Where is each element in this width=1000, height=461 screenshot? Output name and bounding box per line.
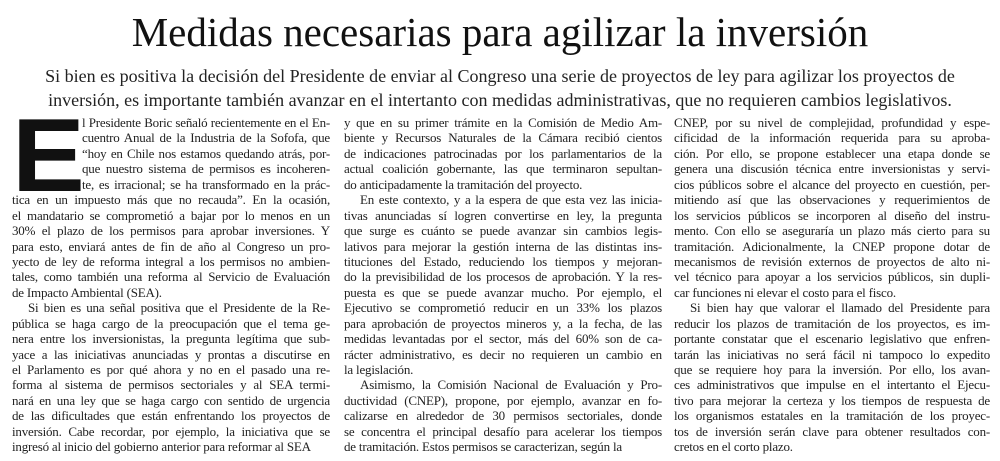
text-line: puesta es que se puede avanzar mucho. Por ejemplo, el bbox=[344, 284, 662, 300]
text-line: mitiendo así que las observaciones y requerimientos de bbox=[674, 192, 990, 208]
text-line: el mandatario se comprometió a bajar por lo menos en un bbox=[12, 207, 330, 223]
text-line: yecto de ley de reforma integral a los permisos no ambien- bbox=[12, 253, 330, 269]
text-line: car funciones ni elevar el costo para el fisco. bbox=[674, 284, 896, 300]
paragraph bbox=[344, 115, 662, 192]
text-line: actual coalición gobernante, las que terminaron sepultan- bbox=[344, 161, 662, 177]
text-line: los organismos estatales en la tramitación de los proyec- bbox=[674, 408, 990, 424]
text-line: de las dificultades que están enfrentando los proyectos de bbox=[12, 408, 330, 424]
text-line: mento. Con ello se aseguraría un plazo más cierto para su bbox=[674, 223, 990, 239]
text-line: cuentro Anual de la Industria de la Sofofa, que bbox=[82, 130, 330, 146]
text-line: En este contexto, y a la espera de que esta vez las inicia- bbox=[360, 192, 662, 208]
text-line: tivas anunciadas sí logren convertirse en ley, la pregunta bbox=[344, 207, 662, 223]
text-line: te, es irracional; se ha transformado en la prác- bbox=[82, 176, 330, 192]
text-line: ductividad (CNEP), propone, por ejemplo, avanzar en fo- bbox=[344, 392, 662, 408]
deck-line: Si bien es positiva la decisión del Presidente de enviar al Congreso una serie de proyectos de ley para agilizar los proyectos de bbox=[45, 66, 955, 86]
text-line: cificidad de la información requerida para su aproba- bbox=[674, 130, 990, 146]
text-line: medidas levantadas por el sector, más del 60% son de ca- bbox=[344, 331, 662, 347]
text-line: tos de inversión serán clave para obtener resultados con- bbox=[674, 423, 990, 439]
text-line: para aprobación de proyectos mineros y, a la fecha, de las bbox=[344, 315, 662, 331]
text-line: ción. Por ello, se propone establecer una etapa donde se bbox=[674, 145, 990, 161]
text-line: que se requiere hoy para la inversión. Por ello, los avan- bbox=[674, 362, 990, 377]
text-line: portante constatar que el escenario legislativo que enfren- bbox=[674, 331, 990, 347]
paragraph bbox=[674, 300, 990, 454]
text-line: de indicaciones patrocinadas por los parlamentarios de la bbox=[344, 145, 662, 161]
text-line: pública se haga cargo de la preocupación que el tema ge- bbox=[12, 315, 330, 331]
text-line: ingresó al inicio del gobierno anterior para reformar al SEA bbox=[12, 439, 311, 455]
text-line: nará en una ley que se haga cargo con sentido de urgencia bbox=[12, 392, 330, 408]
text-line: reducir los plazos de tramitación de los proyectos, es im- bbox=[674, 315, 990, 331]
text-line: forma al sistema de permisos sectoriales y al SEA termi- bbox=[12, 377, 330, 393]
text-line: mecanismos de revisión externos de proyectos de alto ni- bbox=[674, 253, 990, 269]
text-line: vel técnico para apoyar a los servicios públicos, sin dupli- bbox=[674, 269, 990, 285]
paragraph bbox=[674, 115, 990, 300]
article-column-2 bbox=[344, 115, 662, 455]
text-line: el Parlamento es por qué ahora y no en el pasado una re- bbox=[12, 362, 330, 377]
text-line: Ejecutivo se comprometió reducir en un 33% los plazos bbox=[344, 300, 662, 316]
text-line: 30% el plazo de los permisos para aprobar inversiones. Y bbox=[12, 223, 330, 239]
text-line: CNEP, por su nivel de complejidad, profundidad y espe- bbox=[674, 115, 990, 130]
paragraph bbox=[12, 300, 330, 454]
deck bbox=[20, 64, 980, 112]
text-line: calizarse en alrededor de 30 permisos sectoriales, donde bbox=[344, 408, 662, 424]
headline: Medidas necesarias para agilizar la inversión bbox=[131, 9, 869, 55]
article-column-1 bbox=[12, 98, 330, 455]
text-line: y que en su primer trámite en la Comisión de Medio Am- bbox=[344, 115, 662, 130]
text-line: genera una discusión técnica entre inversionistas y servi- bbox=[674, 161, 990, 177]
text-line: do anticipadamente la tramitación del proyecto. bbox=[344, 176, 583, 192]
text-line: do la previsibilidad de los procesos de aprobación. Y la res- bbox=[344, 269, 662, 285]
text-line: que nuestro sistema de permisos es incoheren- bbox=[82, 161, 330, 177]
text-line: los servicios públicos se incorporen al diseño del instru- bbox=[674, 207, 990, 223]
text-line: l Presidente Boric señaló recientemente en el En- bbox=[82, 115, 330, 130]
text-line: de Impacto Ambiental (SEA). bbox=[12, 284, 162, 300]
text-line: “hoy en Chile nos estamos quedando atrás, por- bbox=[82, 145, 330, 161]
text-line: que surge es cuánto se puede avanzar sin cambios legis- bbox=[344, 223, 662, 239]
drop-cap: E bbox=[12, 98, 85, 214]
text-line: la legislación. bbox=[344, 362, 414, 377]
text-line: rácter administrativo, es decir no requieren un cambio en bbox=[344, 346, 662, 362]
text-line: tarán las iniciativas no será fácil ni tampoco lo expedito bbox=[674, 346, 990, 362]
text-line: de tramitación. Estos permisos se caracterizan, según la bbox=[344, 439, 622, 455]
text-line: tivo para mejorar la certeza y los tiempos de respuesta de bbox=[674, 392, 990, 408]
text-line: cretos en el corto plazo. bbox=[674, 439, 793, 455]
article-column-3 bbox=[674, 115, 990, 455]
text-line: ces administrativos que impulse en el intertanto el Ejecu- bbox=[674, 377, 990, 393]
text-line: tramitación. Adicionalmente, la CNEP propone dotar de bbox=[674, 238, 990, 254]
text-line: cios públicos sobre el alcance del proyecto en cuestión, per- bbox=[674, 176, 990, 192]
text-line: inversión. Cabe recordar, por ejemplo, la iniciativa que se bbox=[12, 423, 330, 439]
text-line: Si bien es una señal positiva que el Presidente de la Re- bbox=[28, 300, 330, 316]
text-line: nera entre los inversionistas, la pregunta legítima que sub- bbox=[12, 331, 330, 347]
text-line: se concentra el principal desafío para acelerar los tiempos bbox=[344, 423, 662, 439]
text-line: yace a las iniciativas anunciadas y prontas a discutirse en bbox=[12, 346, 330, 362]
deck-line: inversión, es importante también avanzar en el intertanto con medidas administrativas, que no requieren cambios legislativos. bbox=[48, 90, 952, 110]
text-line: para esto, enviará antes de fin de año al Congreso un pro- bbox=[12, 238, 330, 254]
text-line: tica en un impuesto más que no recauda”. En la ocasión, bbox=[12, 192, 330, 208]
text-line: biente y Recursos Naturales de la Cámara recibió cientos bbox=[344, 130, 662, 146]
text-line: lativos para mejorar la gestión interna de las distintas ins- bbox=[344, 238, 662, 254]
text-line: tituciones del Estado, reduciendo los tiempos y mejoran- bbox=[344, 253, 662, 269]
text-line: Si bien hay que valorar el llamado del Presidente para bbox=[690, 300, 990, 316]
text-line: Asimismo, la Comisión Nacional de Evaluación y Pro- bbox=[360, 377, 662, 393]
paragraph bbox=[344, 192, 662, 377]
text-line: tales, como también una reforma al Servicio de Evaluación bbox=[12, 269, 330, 285]
paragraph bbox=[12, 98, 330, 300]
paragraph bbox=[344, 377, 662, 454]
